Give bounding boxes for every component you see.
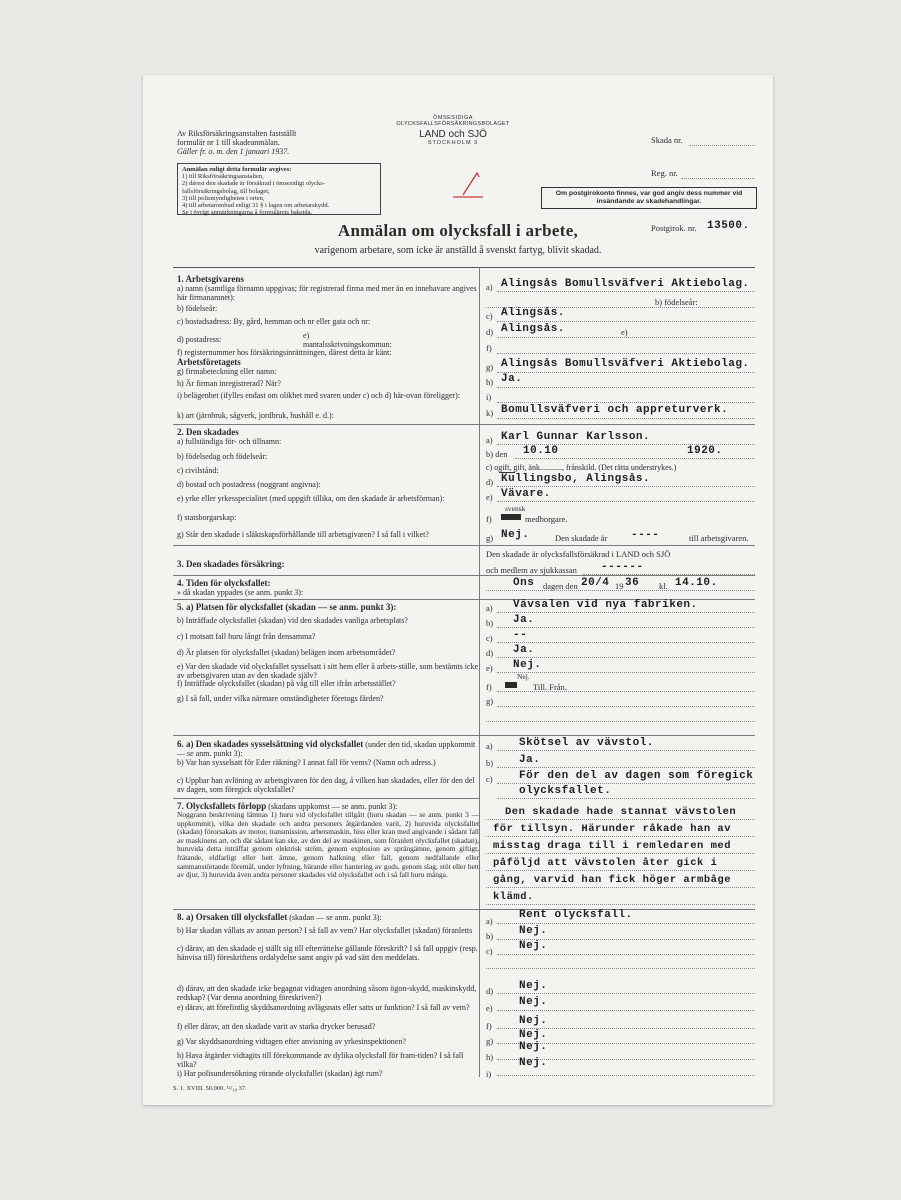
s6-ans-a: Skötsel av vävstol. (519, 737, 654, 749)
company-sub: OLYCKSFALLSFÖRSÄKRINGSBOLAGET (396, 121, 510, 127)
s4-date: 20/4 (581, 577, 610, 589)
instructions-line-6: Se i övrigt anmärkningarna å formulärets baksida. (182, 209, 313, 217)
print-code: S. 1. XVIII. 50.000. ¹²/₁₀ 37. (173, 1085, 247, 1092)
s1-b-label: b) födelseår: (177, 304, 218, 313)
s8-f-label: f) eller därav, att den skadade varit av starka drycker berusad? (177, 1022, 376, 1031)
s5-f-redaction (505, 682, 517, 688)
s1-ans-k: Bomullsväfveri och appreturverk. (501, 404, 729, 416)
s7-ans-2: misstag draga till i remledaren med (493, 840, 732, 852)
form-title: Anmälan om olycksfall i arbete, (337, 221, 579, 240)
s2-ans-g-mid: Den skadade är (555, 533, 608, 543)
s5-ans-e: Nej. (513, 659, 542, 671)
s8-c-label: c) därav, att den skadade ej ställt sig till efterrättelse gällande föreskrift? I så fall uppgiv (resp. hänvisa till) föreskriftens ordalydelse samt angiv på vad sätt den meddelats. (177, 944, 478, 962)
s1-ans-g: Alingsås Bomullsväfveri Aktiebolag. (501, 358, 750, 370)
s6-ans-b: Ja. (519, 754, 541, 766)
s7-ans-1: för tillsyn. Härunder råkade han av (493, 823, 732, 835)
postgiro-note: Om postgirokonto finnes, var god angiv dess nummer vid insändande av skadehandlingar. (555, 190, 743, 205)
s5-c-label: c) I motsatt fall huru långt från densamma? (177, 632, 316, 641)
s4-sub: » då skadan yppades (se anm. punkt 3): (177, 588, 304, 597)
s8-title-tail: (skadan — se anm. punkt 3): (289, 913, 382, 922)
instructions-line-1: 1) till Riksförsäkringsanstalten, (182, 173, 264, 181)
approval-note (177, 129, 367, 156)
s5-title: 5. a) Platsen för olycksfallet (skadan — se anm. punkt 3): (177, 602, 397, 612)
s1-ans-b-label: b) födelseår: (655, 297, 698, 307)
postgiro-note-box (541, 187, 757, 209)
reg-label: Reg. nr. (651, 168, 678, 178)
s8-ans-e: Nej. (519, 996, 548, 1008)
s4-year-prefix: 19 (615, 581, 624, 591)
s7-description: Noggrann beskrivning lämnas 1) huru vid olycksfallet tillgått (huru skadan — se anm. punkt 3 — uppkommit), vilka den skadade och andra personers åtgärdanden varit, 2) huruvida olycksfallet (skadan) förorsakats av motor, transmission, arbetsmaskin, hiss eller kran med angivande i sådant fall av maskinens art, och där sådant kan ske, av den del av maskinen, som föranlett olycksfallet (skadan), huruvida detta inträffat genom elektrisk ström, genom explosion av sprängämne, genom giftigt, frätande, eldfarligt eller hett ämne, genom halkning eller fall, genom nedfallande eller sammanstörtande föremål, under lyftning, bärande eller hantering av gods, genom slag, stöt eller bett av djur, 3) huruvida även andra personer skadades vid olycksfallet och i så fall huru många. (177, 810, 479, 880)
s6-ans-c1: För den del av dagen som föregick (519, 770, 754, 782)
s2-d-label: d) bostad och postadress (noggrant angivna): (177, 480, 321, 489)
s5-ans-b: Ja. (513, 614, 535, 626)
s4-time: 14.10. (675, 577, 718, 589)
instructions-line-5: 4) till arbetarombud enligt 31 § i lagen om arbetarskydd. (182, 202, 330, 210)
s4-kl: kl. (659, 581, 668, 591)
s2-ans-b-year: 1920. (687, 445, 723, 457)
s7-ans-3: påföljd att vävstolen åter gick i (493, 857, 718, 869)
instructions-line-4: 3) till polismyndigheten i orten, (182, 194, 265, 202)
s2-f-redaction (501, 514, 521, 520)
s3-title: 3. Den skadades försäkring: (177, 559, 285, 569)
s1-f-label: f) registernummer hos försäkringsinrättningen, därest detta är känt: (177, 348, 392, 357)
s2-e-label: e) yrke eller yrkesspecialitet (med uppgift tillika, om den skadade är arbetsförman): (177, 494, 445, 503)
s8-ans-f: Nej. (519, 1015, 548, 1027)
s2-ans-d: Kullingsbo, Alingsås. (501, 473, 651, 485)
s3-ans-2-val: ------ (601, 561, 644, 573)
s3-ans-1: Den skadade är olycksfallsförsäkrad i LAND och SJÖ (486, 549, 671, 559)
s1-h-label: h) Är firman inregistrerad? När? (177, 379, 281, 388)
s8-h-label: h) Hava åtgärder vidtagits till förekommande av dylika olycksfall för fram-tiden? I så fall vilka? (177, 1051, 464, 1069)
s8-ans-i: Nej. (519, 1057, 548, 1069)
s2-ans-e: Vävare. (501, 488, 551, 500)
s4-day: Ons (513, 577, 535, 589)
s1-ans-c: Alingsås. (501, 307, 565, 319)
s2-title: 2. Den skadades (177, 427, 239, 437)
s8-i-label: i) Har polisundersökning rörande olycksfallet (skadan) ägt rum? (177, 1069, 383, 1078)
company-top: ÖMSESIDIGA (433, 115, 473, 121)
s1-c-label: c) bostadsadress: By, gård, hemman och nr eller gata och nr: (177, 317, 371, 326)
red-pen-mark (449, 167, 489, 201)
s2-ans-g-dash: ---- (631, 529, 660, 541)
company-name: LAND och SJÖ (419, 129, 487, 140)
s1-ans-h: Ja. (501, 373, 523, 385)
company-city: STOCKHOLM 3 (427, 140, 479, 146)
s1-i-label: i) belägenhet (ifylles endast om olikhet med svaren under c) och d) här-ovan föreligger): (177, 391, 461, 400)
s1-sub-title: Arbetsföretagets (177, 357, 241, 367)
s2-ans-g-end: till arbetsgivaren. (689, 533, 749, 543)
s1-g-label: g) firmabeteckning eller namn: (177, 367, 277, 376)
instructions-title: Anmälan enligt detta formulär avgives: (182, 166, 292, 173)
skada-label: Skada nr. (651, 135, 683, 145)
s6-title: 6. a) Den skadades sysselsättning vid olycksfallet (177, 739, 364, 749)
s2-ans-b: 10.10 (523, 445, 559, 457)
s1-title: 1. Arbetsgivarens (177, 274, 244, 284)
instructions-line-3: fallsförsäkringsbolag, till bolaget, (182, 187, 270, 195)
postgiro-value: 13500. (707, 220, 750, 232)
s4-year: 36 (625, 577, 640, 589)
s7-ans-4: gång, varvid han fick höger armbåge (493, 874, 732, 886)
s1-k-label: k) art (järnbruk, sågverk, jordbruk, hushåll e. d.): (177, 411, 334, 420)
s2-ans-c: c) ogift, gift, änk..........., frånskild. (Det rätta understrykes.) (486, 463, 677, 472)
s2-ans-b-prefix: b) den (486, 449, 508, 459)
s1-e-label: e) mantalsskrivningskommun: (303, 331, 392, 349)
s8-b-label: b) Har skadan vållats av annan person? I så fall av vem? Har olycksfallet (skadan) föranletts (177, 926, 473, 935)
s2-a-label: a) fullständiga för- och tillnamn: (177, 437, 282, 446)
s2-ans-f-top: svensk (505, 504, 526, 513)
s8-ans-h: Nej. (519, 1041, 548, 1053)
s2-ans-g: Nej. (501, 529, 530, 541)
s5-ans-f-top: Nej. (517, 672, 530, 681)
s6-b-label: b) Var han sysselsatt för Eder räkning? I annat fall för vems? (Namn och adress.) (177, 758, 436, 767)
instructions-line-2: 2) därest den skadade är försäkrad i ömsesidigt olycks- (182, 180, 325, 188)
s1-ans-d: Alingsås. (501, 323, 565, 335)
s1-a-label: a) namn (samtliga förnamn uppgivas; för registrerad firma med mer än en innehavare angives här firmanamnet): (177, 284, 477, 302)
s5-ans-c: -- (513, 629, 528, 641)
approval-line-3: Gäller fr. o. m. den 1 januari 1937. (177, 147, 290, 156)
s2-c-label: c) civilstånd: (177, 466, 219, 475)
form-subtitle: varigenom arbetare, som icke är anställd å svenskt fartyg, blivit skadad. (314, 245, 602, 256)
company-block (378, 115, 528, 146)
s4-title: 4. Tiden för olycksfallet: (177, 578, 271, 588)
s4-day-label: dagen den (543, 581, 578, 591)
approval-line-2: formulär nr 1 till skadeanmälan. (177, 138, 280, 147)
s2-f-label: f) statsborgarskap: (177, 513, 237, 522)
s2-ans-f: medborgare. (525, 514, 568, 524)
s6-title-tail: (under den tid, skadan uppkommit — se anm. punkt 3): (177, 740, 476, 758)
instructions-box (177, 163, 381, 215)
s5-ans-f: Till. Från. (533, 682, 567, 692)
postgiro-label: Postgirok. nr. (651, 223, 697, 233)
s6-c-label: c) Uppbar han avlöning av arbetsgivaren för den dag, å vilken han skadades, eller för den del av dagen, som föregick olycksfallet? (177, 776, 475, 794)
s8-ans-b: Nej. (519, 925, 548, 937)
s8-title: 8. a) Orsaken till olycksfallet (177, 912, 288, 922)
s2-b-label: b) födelsedag och födelseår: (177, 452, 268, 461)
s7-ans-5: klämd. (493, 891, 534, 903)
s7-title: 7. Olycksfallets förlopp (177, 801, 267, 811)
s8-g-label: g) Var skyddsanordning vidtagen efter anvisning av yrkesinspektionen? (177, 1037, 406, 1046)
s5-b-label: b) Inträffade olycksfallet (skadan) vid den skadades vanliga arbetsplats? (177, 616, 408, 625)
s8-ans-a: Rent olycksfall. (519, 909, 633, 921)
s5-ans-a: Vävsalen vid nya fabriken. (513, 599, 698, 611)
s7-ans-0: Den skadade hade stannat vävstolen (505, 806, 737, 818)
s5-e-label: e) Var den skadade vid olycksfallet sysselsatt i sitt hem eller å arbets-ställe, som bestämts icke av arbetsgivaren utan av den skadade själv? (177, 662, 479, 680)
s8-d-label: d) därav, att den skadade icke begagnat vidtagen anordning såsom ögon-skydd, maskinskydd, redskap? (Var denna anordning föreskriven?) (177, 984, 477, 1002)
s8-e-label: e) därav, att förefintlig skyddsanordning avlägsnats eller satts ur funktion? I så fall av vem? (177, 1003, 470, 1012)
s8-ans-g: Nej. (519, 1029, 548, 1041)
s5-d-label: d) Är platsen för olycksfallet (skadan) belägen inom arbetsområdet? (177, 648, 396, 657)
s5-f-label: f) Inträffade olycksfallet (skadan) på väg till eller ifrån arbetsstället? (177, 679, 396, 688)
s2-ans-a: Karl Gunnar Karlsson. (501, 431, 651, 443)
s1-ans-a: Alingsås Bomullsväfveri Aktiebolag. (501, 278, 750, 290)
s6-ans-c2: olycksfallet. (519, 785, 612, 797)
s2-g-label: g) Står den skadade i släktskapsförhållande till arbetsgivaren? I så fall i vilket? (177, 530, 429, 539)
s3-ans-2: och medlem av sjukkassan (486, 565, 577, 575)
s7-title-tail: (skadans uppkomst — se anm. punkt 3): (268, 802, 398, 811)
s1-d-label: d) postadress: (177, 335, 222, 344)
s1-ans-e-label: e) (621, 327, 628, 337)
s5-ans-d: Ja. (513, 644, 535, 656)
s8-ans-d: Nej. (519, 980, 548, 992)
s5-g-label: g) I så fall, under vilka närmare omständigheter företogs färden? (177, 694, 384, 703)
form-paper: Av Riksförsäkringsanstalten fastställt formulär nr 1 till skadeanmälan. Gäller fr. o. m. den 1 januari 1937. ÖMSESIDIGA OLYCKSFALLSFÖRSÄKRINGSBOLAGET LAND och SJÖ STOCKHOLM 3 Skada nr. Reg. nr. Anmälan enligt detta formulär avgives: 1) till Riksförsäkringsanstalten, 2) därest den skadade är försäkrad i ömsesidigt olycks- fallsförsäkringsbolag, till bolaget, 3) till polismyndigheten i orten, 4) till arbetarombud enligt 31 § i lagen om arbetarskydd. Se i övrigt anmärkningarna å formulärets baksida. Om postgirokonto finnes, var god angiv dess nummer vid insändande av skadehandlingar. Anmälan om olycksfall i arbete, varigenom arbetare, som icke är anställd å svenskt fartyg, blivit skadad. Postgirok. nr. 13500. 1. Arbetsgivarens a) namn (samtliga förnamn uppgivas; för registrerad firma med mer än en innehavare angives här firmanamnet): b) födelseår: c) bostadsadress: By, gård, hemman och nr eller gata och nr: e) mantalsskrivningskommun: d) postadress: f) registernummer hos försäkringsinrättningen, därest detta är känt: Arbetsföretagets g) firmabeteckning eller namn: h) Är firman inregistrerad? När? i) belägenhet (ifylles endast om olikhet med svaren under c) och d) här-ovan föreligger): k) art (järnbruk, sågverk, jordbruk, hushåll e. d.): a) Alingsås Bomullsväfveri Aktiebolag. b) födelseår: c) Alingsås. d) Alingsås. e) f) g) Alingsås Bomullsväfveri Aktiebolag. h) Ja. i) k) Bomullsväfveri och appreturverk. 2. Den skadades a) fullständiga för- och tillnamn: b) födelsedag och födelseår: c) civilstånd: d) bostad och postadress (noggrant angivna): e) yrke eller yrkesspecialitet (med uppgift tillika, om den skadade är arbetsförman): f) statsborgarskap: g) Står den skadade i släktskapsförhållande till arbetsgivaren? I så fall i vilket? a) Karl Gunnar Karlsson. b) den 10.10 1920. c) ogift, gift, änk..........., frånskild. (Det rätta understrykes.) d) Kullingsbo, Alingsås. e) Vävare. svensk f) medborgare. g) Nej. Den skadade är ---- till arbetsgivaren. 3. Den skadades försäkring: Den skadade är olycksfallsförsäkrad i LAND och SJÖ och medlem av sjukkassan ------ 4. Tiden för olycksfallet: » då skadan yppades (se anm. punkt 3): Ons dagen den 20/4 19 36 kl. 14.10. 5. a) Platsen för olycksfallet (skadan — se anm. punkt 3): b) Inträffade olycksfallet (skadan) vid den skadades vanliga arbetsplats? c) I motsatt fall huru långt från densamma? d) Är platsen för olycksfallet (skadan) belägen inom arbetsområdet? e) Var den skadade vid olycksfallet sysselsatt i sitt hem eller å arbets-ställe, som bestämts icke av arbetsgivaren utan av den skadade själv? f) Inträffade olycksfallet (skadan) på väg till eller ifrån arbetsstället? g) I så fall, under vilka närmare omständigheter företogs färden? a) Vävsalen vid nya fabriken. b) Ja. c) -- d) Ja. e) Nej. Nej. f) Till. Från. g) 6. a) Den skadades sysselsättning vid olycksfallet (under den tid, skadan uppkommit — se anm. punkt 3): b) Var han sysselsatt för Eder räkning? I annat fall för vems? (Namn och adress.) c) Uppbar han avlöning av arbetsgivaren för den dag, å vilken han skadades, eller för den del av dagen, som föregick olycksfallet? a) Skötsel av vävstol. b) Ja. c) För den del av dagen som föregick olycksfallet. 7. Olycksfallets förlopp (skadans uppkomst — se anm. punkt 3): Noggrann beskrivning lämnas 1) huru vid olycksfallet tillgått (huru skadan — se anm. punkt 3 — uppkommit), vilka den skadade och andra personers åtgärdanden varit, 2) huruvida olycksfallet (skadan) förorsakats av motor, transmission, arbetsmaskin, hiss eller kran med angivande i sådant fall av maskinens art, och där sådant kan ske, av den del av maskinen, som föranlett olycksfallet (skadan), huruvida detta inträffat genom elektrisk ström, genom explosion av sprängämne, genom giftigt, frätande, eldfarligt eller hett ämne, genom halkning eller fall, genom nedfallande eller sammanstörtande föremål, under lyftning, bärande eller hantering av gods, genom slag, stöt eller bett av djur, 3) huruvida även andra personer skadades vid olycksfallet och i så fall huru många. Den skadade hade stannat vävstolen för tillsyn. Härunder råkade han av misstag draga till i remledaren med påföljd att vävstolen åter gick i gång, varvid han fick höger armbåge klämd. 8. a) Orsaken till olycksfallet (skadan — se anm. punkt 3): b) Har skadan vållats av annan person? I så fall av vem? Har olycksfallet (skadan) föranletts c) därav, att den skadade ej ställt sig till efterrättelse gällande föreskrift? I så fall uppgiv (resp. hänvisa till) föreskriftens ordalydelse samt angiv på vad sätt den meddelats. d) därav, att den skadade icke begagnat vidtagen anordning såsom ögon-skydd, maskinskydd, redskap? (Var denna anordning föreskriven?) e) därav, att förefintlig skyddsanordning avlägsnats eller satts ur funktion? I så fall av vem? f) eller därav, att den skadade varit av starka drycker berusad? g) Var skyddsanordning vidtagen efter anvisning av yrkesinspektionen? h) Hava åtgärder vidtagits till förekommande av dylika olycksfall för fram-tiden? I så fall vilka? i) Har polisundersökning rörande olycksfallet (skadan) ägt rum? a) Rent olycksfall. b) Nej. c) Nej. d) Nej. e) Nej. f) Nej. g) Nej. h) Nej. i) Nej. S. 1. XVIII. 50.000. ¹²/₁₀ 37. (143, 75, 773, 1105)
approval-line-1: Av Riksförsäkringsanstalten fastställt (177, 129, 297, 138)
s8-ans-c: Nej. (519, 940, 548, 952)
